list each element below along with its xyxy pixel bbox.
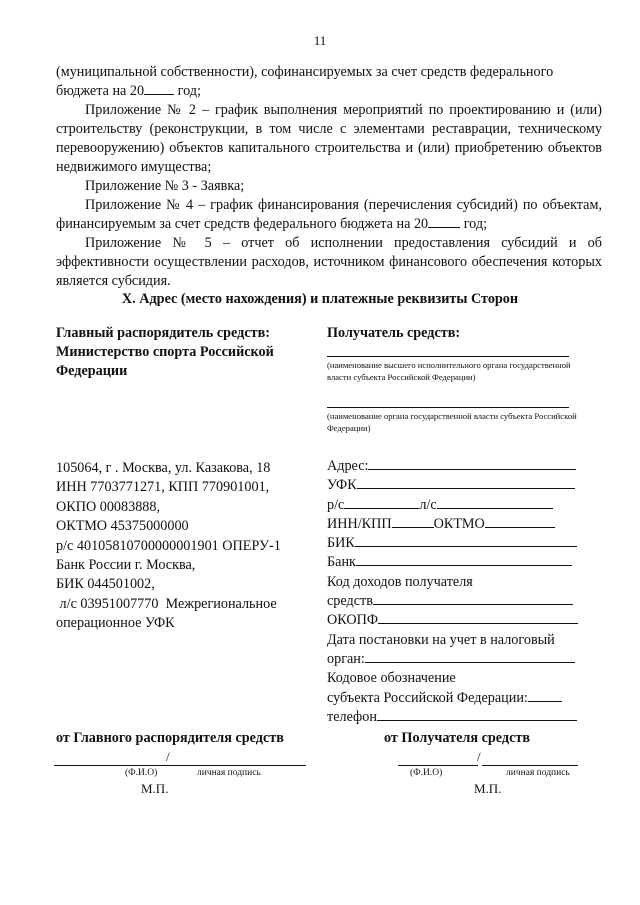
funds-label: средств — [327, 593, 373, 610]
seal-label: М.П. — [141, 781, 169, 796]
right-party-heading: Получатель средств: — [327, 325, 461, 341]
fill-line — [377, 708, 577, 721]
left-line: ИНН 7703771271, КПП 770901001, — [56, 479, 270, 496]
fill-line — [373, 592, 573, 605]
left-line: р/с 40105810700000001901 ОПЕРУ-1 — [56, 537, 281, 554]
tax-organ-label: орган: — [327, 650, 365, 667]
year-blank — [144, 82, 174, 95]
page-number: 11 — [313, 33, 327, 48]
rs-label: р/с — [327, 496, 345, 513]
account-row — [327, 496, 587, 515]
fill-line — [327, 407, 569, 408]
phone-row — [327, 708, 587, 727]
okopf-row — [327, 611, 587, 630]
paragraph-1-line-1: (муниципальной собственности), софинансируемых за счет средств федерального — [56, 64, 554, 80]
note-government-body: (наименование органа государственной власти субъекта Российской Федерации) — [327, 411, 577, 433]
fill-line — [485, 515, 555, 528]
seal-label: М.П. — [474, 781, 502, 796]
bank-label: Банк — [327, 554, 356, 571]
address-label: Адрес: — [327, 458, 369, 474]
fill-line — [528, 689, 562, 702]
funds-row — [327, 592, 587, 611]
subject-code-row — [327, 689, 587, 708]
left-line: операционное УФК — [56, 615, 175, 632]
fill-line — [327, 356, 569, 357]
address-row — [327, 457, 587, 476]
oktmo-label: ОКТМО — [433, 515, 485, 532]
fill-line — [368, 457, 576, 470]
fill-line — [357, 476, 575, 489]
inn-row — [327, 515, 587, 534]
left-line: БИК 044501002, — [56, 576, 155, 593]
left-line: 105064, г . Москва, ул. Казакова, 18 — [56, 460, 271, 476]
fill-line — [356, 553, 572, 566]
left-line: ОКТМО 45375000000 — [56, 518, 189, 535]
left-signature-title: от Главного распорядителя средств — [56, 730, 284, 746]
right-signature-title: от Получателя средств — [384, 730, 530, 746]
bik-label: БИК — [327, 535, 355, 552]
income-code-row: Код доходов получателя — [327, 573, 473, 590]
tax-organ-row — [327, 650, 587, 669]
personal-signature-label: личная подпись — [506, 768, 570, 778]
paragraph-4 — [56, 196, 602, 234]
inn-kpp-label: ИНН/КПП — [327, 515, 392, 532]
subject-code-label: субъекта Российской Федерации: — [327, 689, 528, 706]
signature-slash: / — [477, 749, 481, 764]
note-executive-body: (наименование высшего исполнительного органа государственной власти субъекта Российской Федерации) — [327, 360, 571, 382]
left-requisites — [56, 459, 306, 634]
right-requisites — [327, 457, 587, 727]
fill-line — [365, 650, 575, 663]
appendix-list — [56, 63, 602, 291]
fill-line — [392, 515, 434, 528]
paragraph-1-line-2: бюджета на 20 — [56, 83, 145, 99]
signature-line — [398, 765, 478, 766]
left-line: ОКПО 00083888, — [56, 498, 161, 515]
bank-row — [327, 553, 587, 572]
bik-row — [327, 534, 587, 553]
fio-label: (Ф.И.О) — [125, 768, 158, 778]
paragraph-3: Приложение № 3 - Заявка; — [85, 178, 245, 194]
paragraph-1-line-2-end: год; — [174, 83, 201, 99]
left-line: Банк России г. Москва, — [56, 557, 196, 574]
fill-line — [378, 611, 578, 624]
paragraph-5: Приложение № 5 – отчет об исполнении предоставления субсидий и об эффективности осуществлении расходов, источником финансового обеспечения которых является субсидия. — [56, 235, 602, 289]
left-line: л/с 03951007770 Межрегиональное — [56, 595, 277, 612]
paragraph-4-text: Приложение № 4 – график финансирования (перечисления субсидий) по объектам, финансируемым за счет средств федерального бюджета на 20 — [56, 197, 602, 232]
phone-label: телефон — [327, 708, 377, 725]
ufk-row — [327, 476, 587, 495]
signature-line — [54, 765, 306, 766]
left-heading-2: Министерство спорта Российской Федерации — [56, 344, 274, 379]
ufk-label: УФК — [327, 477, 357, 494]
fill-line — [355, 534, 577, 547]
paragraph-2: Приложение № 2 – график выполнения мероприятий по проектированию и (или) строительству (реконструкции, в том числе с элементами реставрации, техническому перевооружению) объектов капитального строительства и (или) приобретению объектов недвижимого имущества; — [56, 102, 602, 175]
tax-reg-row: Дата постановки на учет в налоговый — [327, 631, 555, 648]
personal-signature-label: личная подпись — [197, 768, 261, 778]
section-title: X. Адрес (место нахождения) и платежные реквизиты Сторон — [121, 291, 519, 307]
year-blank — [428, 215, 460, 228]
fill-line — [437, 496, 553, 509]
code-row: Кодовое обозначение — [327, 670, 456, 687]
fill-line — [344, 496, 419, 509]
signature-slash: / — [166, 749, 170, 764]
left-heading-1: Главный распорядитель средств: — [56, 325, 270, 341]
ls-label: л/с — [419, 496, 437, 513]
left-party-heading — [56, 324, 306, 381]
signature-line — [482, 765, 578, 766]
paragraph-1 — [56, 63, 602, 101]
fio-label: (Ф.И.О) — [410, 768, 443, 778]
paragraph-4-end: год; — [460, 216, 488, 232]
okopf-label: ОКОПФ — [327, 612, 379, 629]
